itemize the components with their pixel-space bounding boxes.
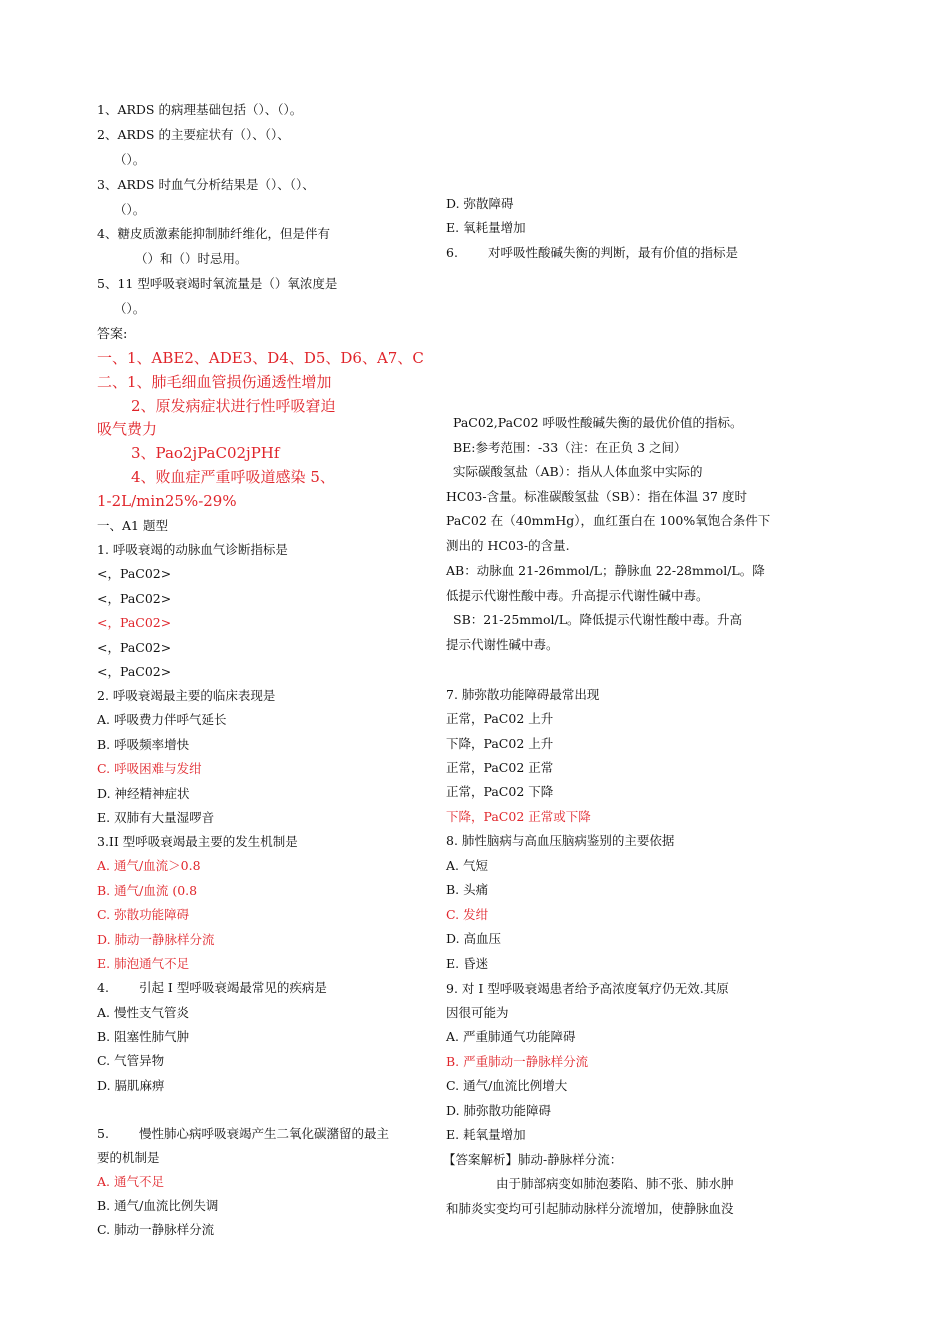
q5-option-d: D. 弥散障碍 — [446, 196, 514, 211]
q3-option-b: B. 通气/血流 (0.8 — [97, 883, 198, 898]
q5-option-e: E. 氧耗量增加 — [446, 220, 526, 235]
fill-question-5: 5、11 型呼吸衰竭时氧流量是（）氧浓度是 — [97, 276, 338, 291]
q1-option-b: <，PaC02> — [97, 591, 172, 606]
explain-line-7: AB：动脉血 21-26mmol/L；静脉血 22-28mmol/L。降 — [446, 563, 765, 578]
q1-stem: 1. 呼吸衰竭的动脉血气诊断指标是 — [97, 542, 288, 557]
q3-stem: 3.II 型呼吸衰竭最主要的发生机制是 — [97, 834, 298, 849]
fill-question-3: 3、ARDS 时血气分析结果是（）、（）、 — [97, 177, 315, 192]
q9-option-b: B. 严重肺动一静脉样分流 — [446, 1054, 589, 1069]
q2-option-d: D. 神经精神症状 — [97, 786, 190, 801]
q5-text: 慢性肺心病呼吸衰竭产生二氧化碳潴留的最主 — [138, 1126, 389, 1141]
section-title: 一、A1 题型 — [97, 518, 168, 533]
analysis-title: 肺动-静脉样分流： — [518, 1152, 623, 1167]
q2-option-b: B. 呼吸频率增快 — [97, 737, 190, 752]
q7-option-a: 正常，PaC02 上升 — [446, 711, 554, 726]
explain-line-5: PaC02 在（40mmHg），血红蛋白在 100%氧饱合条件下 — [446, 513, 771, 528]
q5-option-a: A. 通气不足 — [97, 1174, 164, 1189]
q5-option-c: C. 肺动一静脉样分流 — [97, 1222, 215, 1237]
q4-number: 4. — [97, 980, 109, 995]
answer-line-1: 一、1、ABE2、ADE3、D4、D5、D6、A7、C — [97, 349, 424, 367]
q6-stem — [446, 245, 738, 261]
explain-line-9: SB：21-25mmol/L。降低提示代谢性酸中毒。升高 — [453, 612, 743, 627]
q9-option-d: D. 肺弥散功能障碍 — [446, 1103, 552, 1118]
fill-question-2: 2、ARDS 的主要症状有（）、（）、 — [97, 127, 290, 142]
explain-line-4: HC03-含量。标准碳酸氢盐（SB）：指在体温 37 度时 — [446, 489, 747, 504]
explain-line-1: PaC02,PaC02 呼吸性酸碱失衡的最优价值的指标。 — [453, 415, 743, 430]
q7-option-e: 下降，PaC02 正常或下降 — [446, 809, 591, 824]
q6-number: 6. — [446, 245, 458, 260]
analysis-line-1: 由于肺部病变如肺泡萎陷、肺不张、肺水肿 — [496, 1176, 734, 1191]
q1-option-d: <，PaC02> — [97, 640, 172, 655]
answer-line-2: 二、1、肺毛细血管损伤通透性增加 — [97, 373, 332, 391]
fill-question-5-cont: （）。 — [114, 301, 146, 316]
q4-option-a: A. 慢性支气管炎 — [97, 1005, 189, 1020]
analysis-line-2: 和肺炎实变均可引起肺动脉样分流增加，使静脉血没 — [446, 1201, 734, 1216]
q7-option-c: 正常，PaC02 正常 — [446, 760, 554, 775]
explain-line-2: BE:参考范围：-33（注：在正负 3 之间） — [453, 440, 687, 455]
q9-option-c: C. 通气/血流比例增大 — [446, 1078, 568, 1093]
fill-question-1: 1、ARDS 的病理基础包括（）、（）。 — [97, 102, 303, 117]
q9-option-e: E. 耗氧量增加 — [446, 1127, 526, 1142]
q4-option-d: D. 膈肌麻痹 — [97, 1078, 165, 1093]
fill-question-3-cont: （）。 — [114, 202, 146, 217]
fill-question-4-cont: （）和（）时忌用。 — [135, 251, 248, 266]
analysis-heading — [443, 1152, 622, 1168]
q4-text: 引起 I 型呼吸衰竭最常见的疾病是 — [138, 980, 327, 995]
explain-line-3: 实际碳酸氢盐（AB）：指从人体血浆中实际的 — [453, 464, 703, 479]
q9-stem: 9. 对 I 型呼吸衰竭患者给予高浓度氧疗仍无效.其原 — [446, 981, 729, 996]
q5-stem — [97, 1126, 389, 1142]
analysis-label: 【答案解析】 — [443, 1152, 519, 1167]
answer-line-4: 吸气费力 — [97, 420, 158, 438]
q8-option-e: E. 昏迷 — [446, 956, 489, 971]
q4-stem — [97, 980, 327, 996]
q2-option-a: A. 呼吸费力伴呼气延长 — [97, 712, 227, 727]
q8-option-b: B. 头痛 — [446, 882, 489, 897]
q1-option-a: <，PaC02> — [97, 566, 172, 581]
answer-label: 答案: — [97, 327, 128, 342]
q6-text: 对呼吸性酸碱失衡的判断，最有价值的指标是 — [487, 245, 738, 260]
q5-stem-cont: 要的机制是 — [97, 1150, 160, 1165]
q8-stem: 8. 肺性脑病与高血压脑病鉴别的主要依据 — [446, 833, 675, 848]
q2-option-c: C. 呼吸困难与发绀 — [97, 761, 202, 776]
q8-option-d: D. 高血压 — [446, 931, 502, 946]
q3-option-a: A. 通气/血流＞0.8 — [97, 858, 201, 873]
q1-option-c: <，PaC02> — [97, 615, 172, 630]
answer-line-6: 4、败血症严重呼吸道感染 5、 — [131, 468, 335, 486]
q3-option-c: C. 弥散功能障碍 — [97, 907, 190, 922]
fill-question-2-cont: （）。 — [114, 152, 146, 167]
answer-line-5: 3、Pao2jPaC02jPHf — [131, 444, 280, 462]
explain-line-6: 测出的 HC03-的含量. — [446, 538, 570, 553]
q2-option-e: E. 双肺有大量湿啰音 — [97, 810, 215, 825]
q3-option-d: D. 肺动一静脉样分流 — [97, 932, 215, 947]
q1-option-e: <，PaC02> — [97, 664, 172, 679]
explain-line-8: 低提示代谢性酸中毒。升高提示代谢性碱中毒。 — [446, 588, 709, 603]
q9-stem-cont: 因很可能为 — [446, 1005, 509, 1020]
q8-option-c: C. 发绀 — [446, 907, 489, 922]
q4-option-c: C. 气管异物 — [97, 1053, 165, 1068]
q2-stem: 2. 呼吸衰竭最主要的临床表现是 — [97, 688, 276, 703]
q7-stem: 7. 肺弥散功能障碍最常出现 — [446, 687, 600, 702]
q7-option-d: 正常，PaC02 下降 — [446, 784, 554, 799]
answer-line-7: 1-2L/min25%-29% — [97, 492, 237, 510]
fill-question-4: 4、糖皮质激素能抑制肺纤维化，但是伴有 — [97, 226, 330, 241]
q5-number: 5. — [97, 1126, 109, 1141]
answer-line-3: 2、原发病症状进行性呼吸窘迫 — [131, 397, 336, 415]
q4-option-b: B. 阻塞性肺气肿 — [97, 1029, 190, 1044]
q7-option-b: 下降，PaC02 上升 — [446, 736, 554, 751]
q5-option-b: B. 通气/血流比例失调 — [97, 1198, 219, 1213]
q9-option-a: A. 严重肺通气功能障碍 — [446, 1029, 576, 1044]
q3-option-e: E. 肺泡通气不足 — [97, 956, 190, 971]
explain-line-10: 提示代谢性碱中毒。 — [446, 637, 559, 652]
q8-option-a: A. 气短 — [446, 858, 488, 873]
